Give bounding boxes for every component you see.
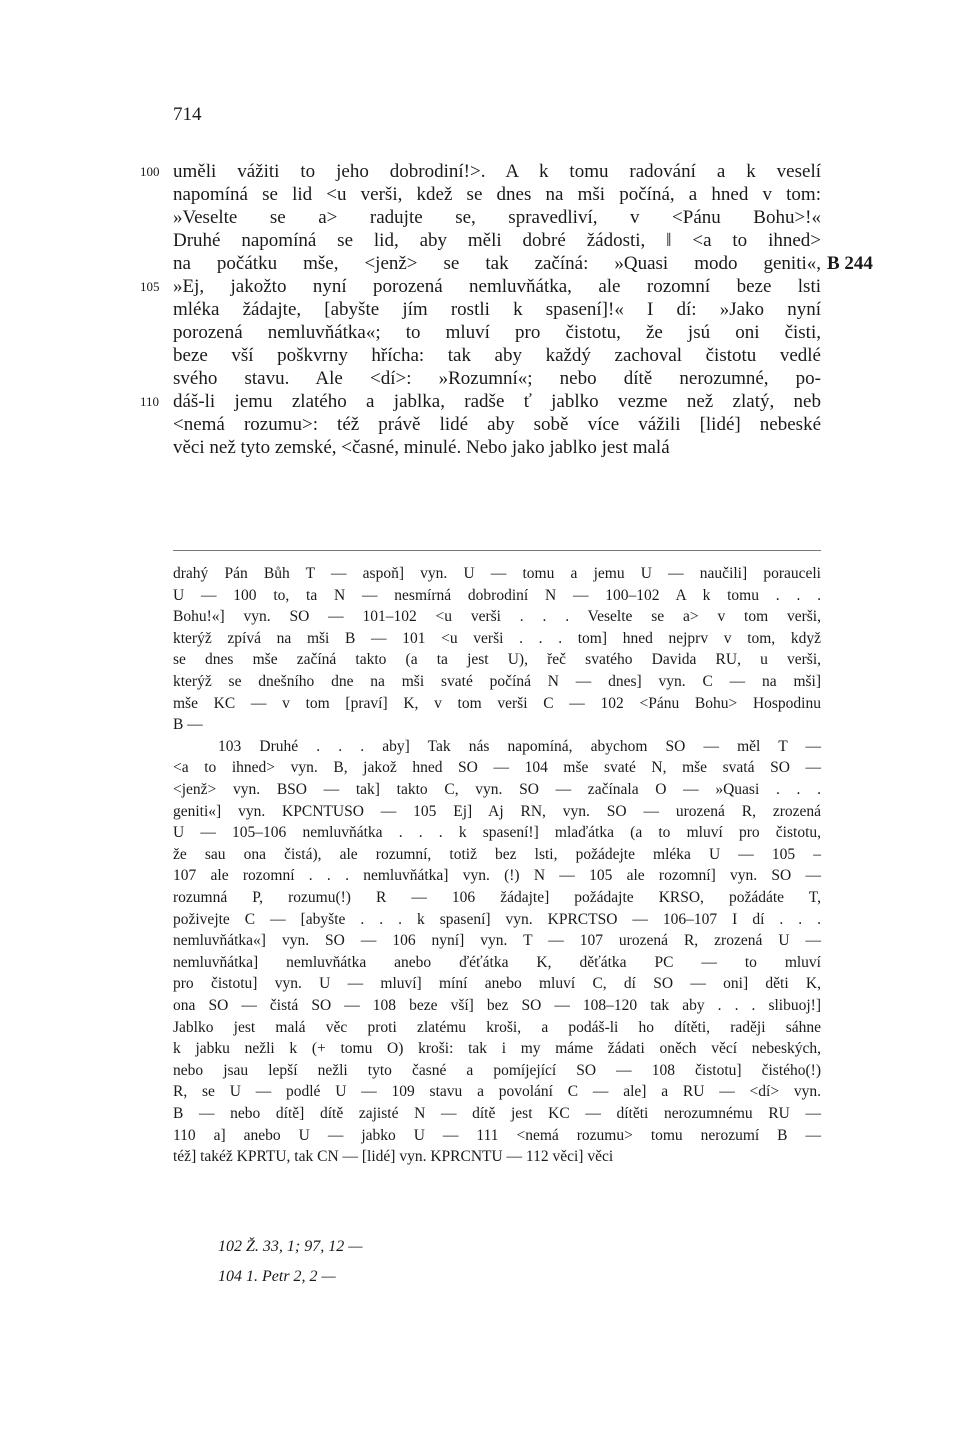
text-line: porozená nemluvňátka«; to mluví pro čistotu, že jsú oni čisti,: [173, 322, 821, 343]
text-line: uměli vážiti to jeho dobrodiní!>. A k tomu radování a k veselí: [173, 161, 821, 182]
apparatus-line: k jabku nežli k (+ tomu O) kroši: tak i my máme žádati oněch věcí nebeských,: [173, 1040, 821, 1058]
apparatus-line: též] takéž KPRTU, tak CN — [lidé] vyn. KPRCNTU — 112 věci] věci: [173, 1148, 614, 1166]
text-line: »Ej, jakožto nyní porozená nemluvňátka, ale rozomní beze lsti: [173, 276, 821, 297]
apparatus-line: Bohu!«] vyn. SO — 101–102 <u verši . . . Veselte se a> v tom verši,: [173, 608, 821, 626]
apparatus-line: B —: [173, 716, 203, 734]
apparatus-line: že sau ona čistá), ale rozumní, totiž bez lsti, požádejte mléka U — 105 –: [173, 845, 821, 863]
apparatus-line: U — 100 to, ta N — nesmírná dobrodiní N — 100–102 A k tomu . . .: [173, 586, 821, 604]
apparatus-line: 103 Druhé . . . aby] Tak nás napomíná, abychom SO — měl T —: [218, 737, 821, 755]
apparatus-line: R, se U — podlé U — 109 stavu a povolání C — ale] a RU — <dí> vyn.: [173, 1083, 821, 1101]
text-line: mléka žádajte, [abyšte jím rostli k spasení]!« I dí: »Jako nyní: [173, 299, 821, 320]
apparatus-line: drahý Pán Bůh T — aspoň] vyn. U — tomu a jemu U — naučili] porauceli: [173, 565, 821, 582]
apparatus-line: 107 ale rozomní . . . nemluvňátka] vyn. (!) N — 105 ale rozomní] vyn. SO —: [173, 867, 821, 885]
text-line: Druhé napomíná se lid, aby měli dobré žádosti, ‖ <a to ihned>: [173, 230, 821, 251]
apparatus-line: nemluvňátka«] vyn. SO — 106 nyní] vyn. T — 107 urozená R, zrozená U —: [173, 932, 821, 950]
apparatus-line: U — 105–106 nemluvňátka . . . k spasení!] mlaďátka (a to mluví pro čistotu,: [173, 824, 821, 842]
line-number: 100: [140, 164, 160, 179]
text-line: na počátku mše, <jenž> se tak začíná: »Quasi modo geniti«,: [173, 253, 821, 274]
apparatus-line: mše KC — v tom [praví] K, v tom verši C — 102 <Pánu Bohu> Hospodinu: [173, 694, 821, 712]
apparatus-line: se dnes mše začíná takto (a ta jest U), řeč svatého Davida RU, u verši,: [173, 651, 821, 669]
text-line: beze vší poškvrny hřícha: tak aby každý zachoval čistotu vedlé: [173, 345, 821, 366]
reference-line: 102 Ž. 33, 1; 97, 12 —: [218, 1238, 363, 1255]
apparatus-line: kterýž se dnešního dne na mši svaté počíná N — dnes] vyn. C — na mši]: [173, 673, 821, 690]
text-line: dáš-li jemu zlatého a jablka, radše ť jablko vezme než zlatý, neb: [173, 391, 821, 412]
apparatus-line: ona SO — čistá SO — 108 beze vší] bez SO — 108–120 tak aby . . . slibuoj!]: [173, 997, 821, 1014]
text-line: »Veselte se a> radujte se, spravedliví, v <Pánu Bohu>!«: [173, 207, 821, 228]
apparatus-line: pro čistotu] vyn. U — mluví] míní anebo mluví C, dí SO — oni] děti K,: [173, 975, 821, 993]
page-number: 714: [173, 104, 202, 125]
apparatus-line: geniti«] vyn. KPCNTUSO — 105 Ej] Aj RN, vyn. SO — urozená R, zrozená: [173, 802, 821, 820]
reference-line: 104 1. Petr 2, 2 —: [218, 1268, 336, 1285]
text-line: věci než tyto zemské, <časné, minulé. Nebo jako jablko jest malá: [173, 437, 670, 458]
text-line: <nemá rozumu>: též právě lidé aby sobě více vážili [lidé] nebeské: [173, 414, 821, 435]
biblical-references: [218, 1232, 362, 1292]
apparatus-line: nemluvňátka] nemluvňátka anebo ďéťátka K, děťátka PC — to mluví: [173, 953, 821, 971]
apparatus-line: <jenž> vyn. BSO — tak] takto C, vyn. SO — začínala O — »Quasi . . .: [173, 781, 821, 798]
text-line: svého stavu. Ale <dí>: »Rozumní«; nebo dítě nerozumné, po-: [173, 368, 821, 389]
margin-reference: B 244: [827, 253, 873, 274]
apparatus-line: <a to ihned> vyn. B, jakož hned SO — 104 mše svaté N, mše svatá SO —: [173, 759, 821, 777]
apparatus-line: kterýž zpívá na mši B — 101 <u verši . . . tom] hned nejprv v tom, když: [173, 629, 821, 647]
text-line: napomíná se lid <u verši, kdež se dnes na mši počíná, a hned v tom:: [173, 184, 821, 205]
apparatus-line: poživejte C — [abyšte . . . k spasení] vyn. KPRCTSO — 106–107 I dí . . .: [173, 910, 821, 928]
apparatus-line: rozumná P, rozumu(!) R — 106 žádajte] požádajte KRSO, požádáte T,: [173, 889, 821, 906]
apparatus-line: Jablko jest malá věc proti zlatému kroši, a podáš-li ho dítěti, raději sáhne: [173, 1018, 821, 1036]
line-number: 110: [140, 394, 160, 409]
apparatus-line: nebo jsau lepší nežli tyto časné a pomíjející SO — 108 čistotu] čistého(!): [173, 1061, 821, 1079]
apparatus-line: B — nebo dítě] dítě zajisté N — dítě jest KC — dítěti nerozumnému RU —: [173, 1105, 821, 1122]
footnote-divider: [173, 550, 821, 551]
apparatus-line: 110 a] anebo U — jabko U — 111 <nemá rozumu> tomu nerozumí B —: [173, 1126, 821, 1144]
line-number: 105: [140, 279, 160, 294]
